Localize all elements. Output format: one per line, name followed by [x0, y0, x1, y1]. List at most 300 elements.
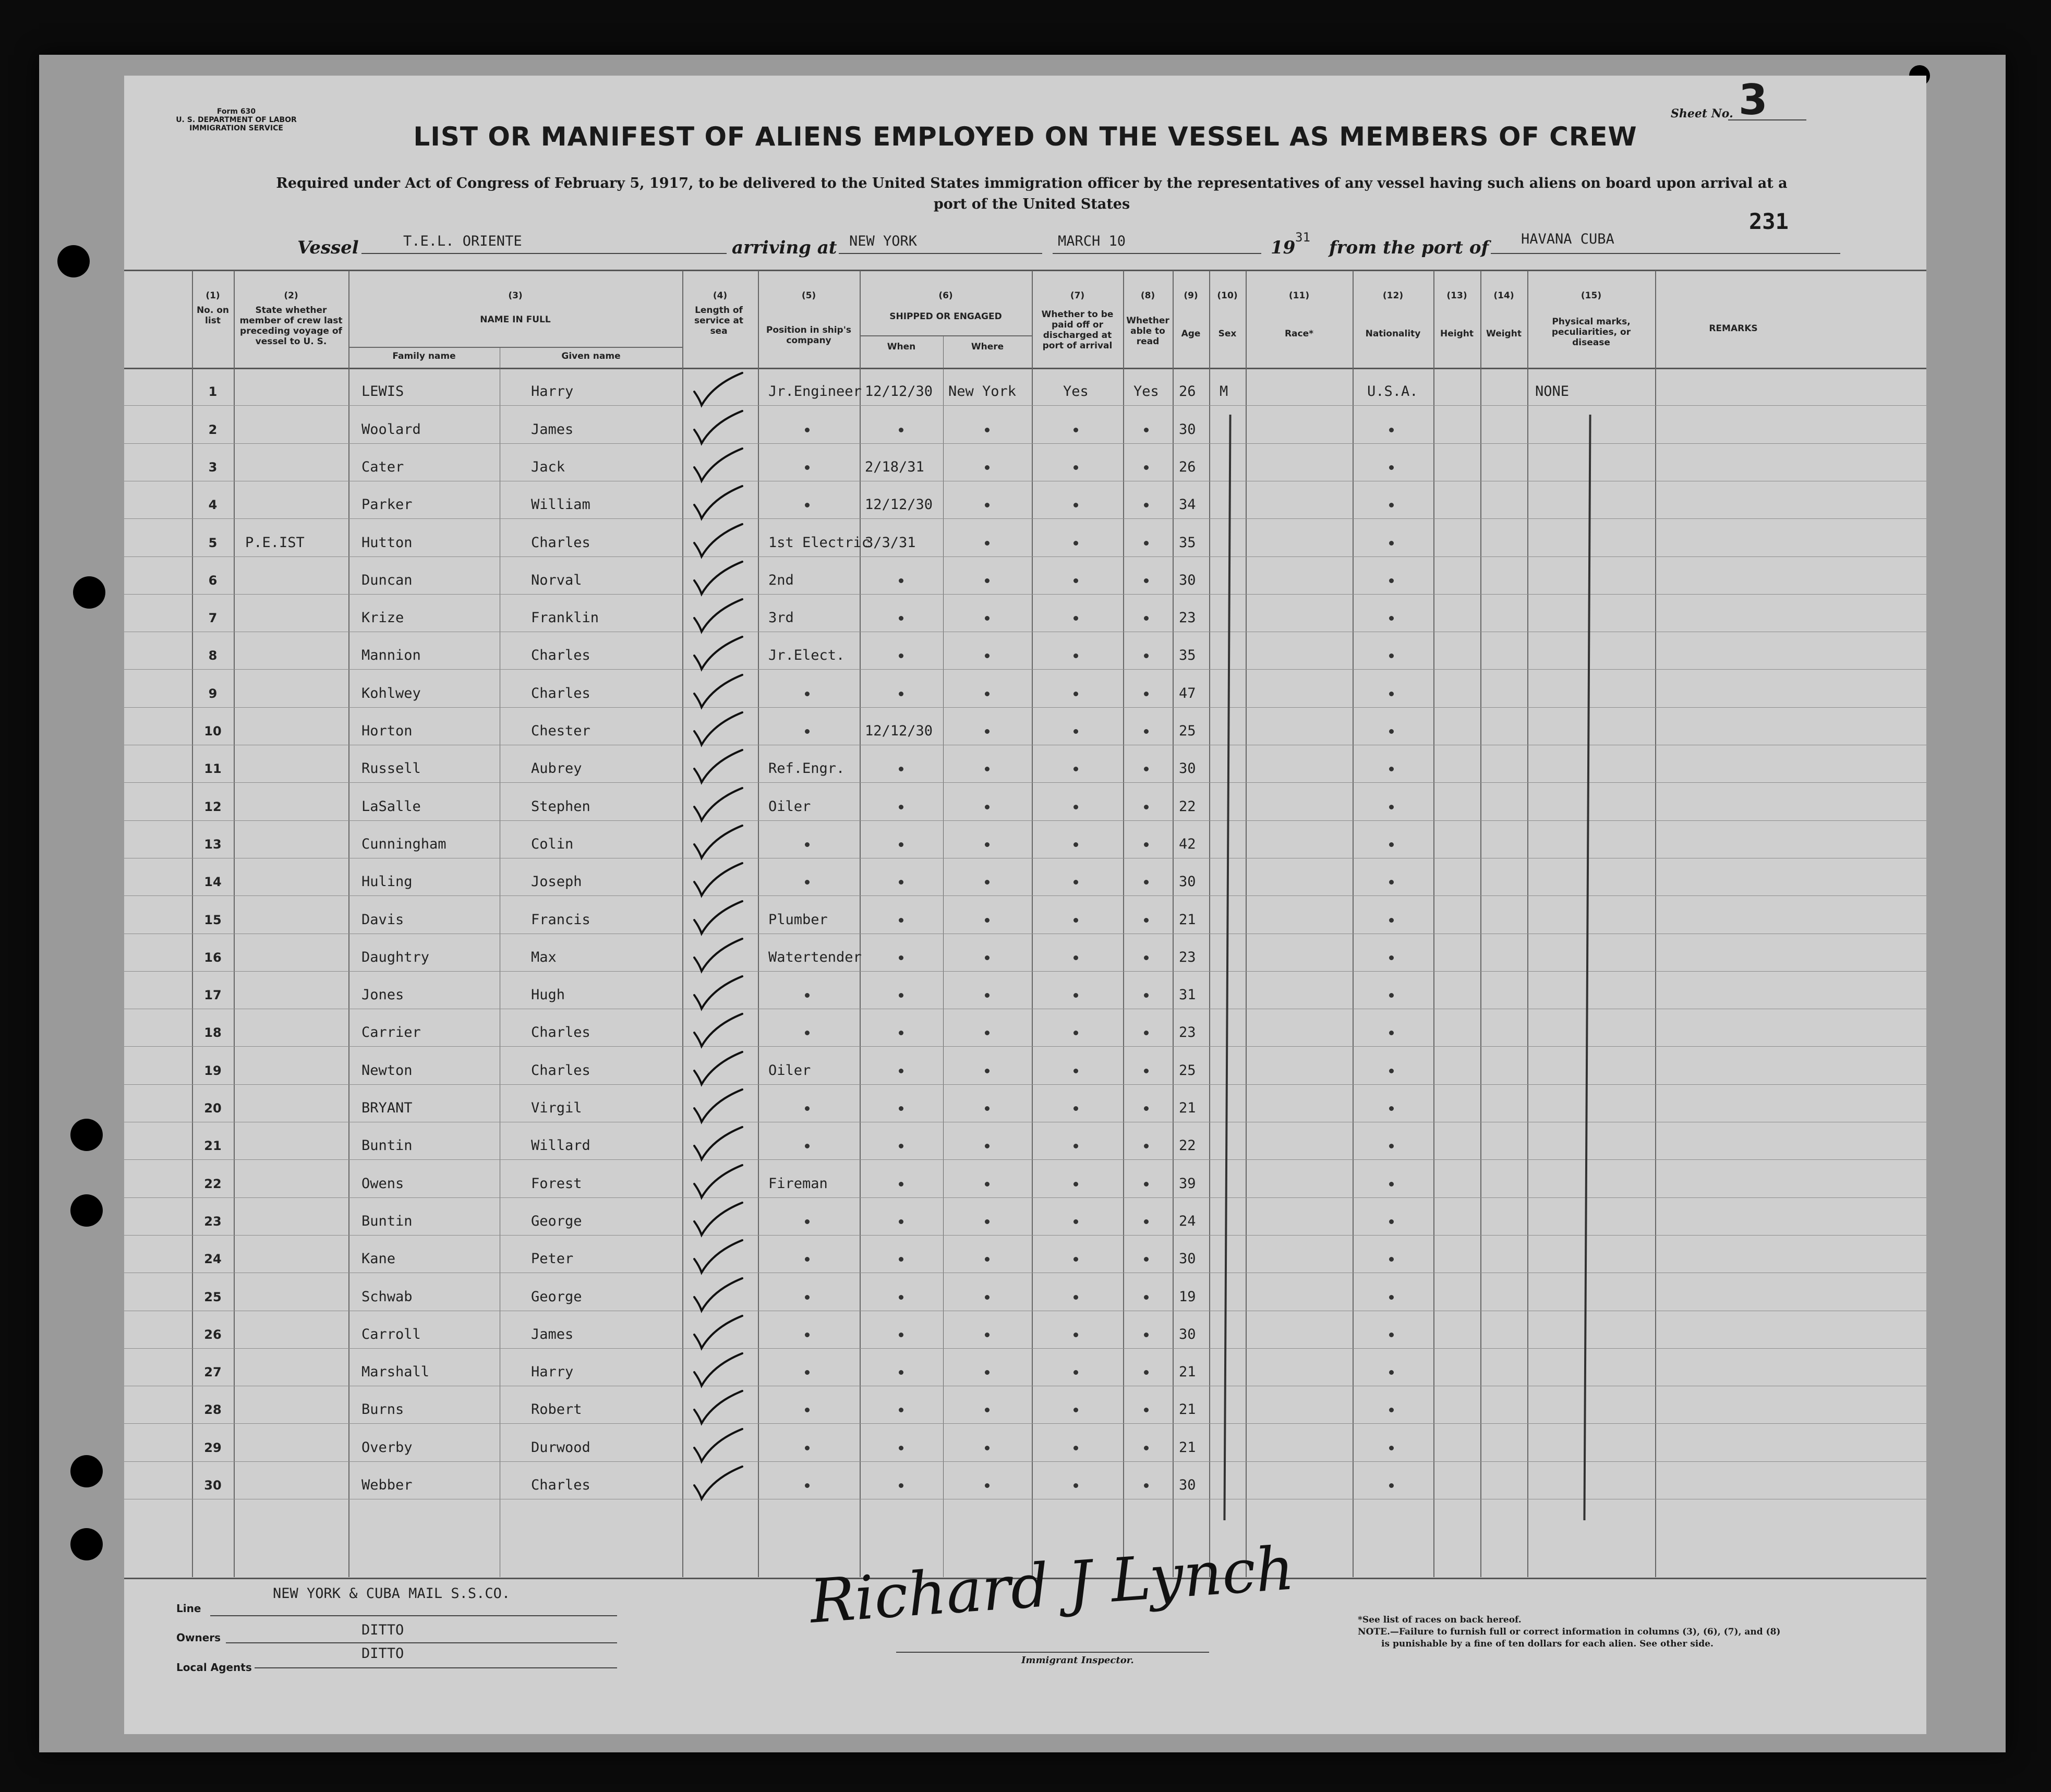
ditto-mark [1073, 578, 1078, 583]
row-age: 30 [1179, 1477, 1196, 1493]
row-given-name: Harry [531, 1364, 574, 1381]
ditto-mark [985, 1446, 990, 1450]
row-number: 21 [204, 1139, 222, 1154]
row-rule [124, 1348, 1926, 1349]
col-line [1123, 271, 1124, 1577]
row-given-name: George [531, 1288, 582, 1305]
row-given-name: Robert [531, 1401, 582, 1418]
row-family-name: Schwab [361, 1288, 413, 1305]
col6a-header: When [887, 342, 916, 352]
col15-header: Physical marks, peculiarities, or disease [1551, 317, 1631, 348]
inspector-label: Immigrant Inspector. [1021, 1655, 1134, 1666]
arriving-label: arriving at [732, 237, 837, 258]
ditto-mark [805, 842, 810, 847]
ditto-mark [985, 842, 990, 847]
row-position: 2nd [768, 572, 794, 588]
col11-header: Race* [1284, 329, 1314, 339]
row-family-name: LaSalle [361, 798, 421, 815]
ditto-mark [805, 1295, 810, 1300]
row-number: 11 [204, 761, 222, 777]
ditto-mark [899, 692, 903, 696]
row-given-name: James [531, 1326, 574, 1342]
row-age: 19 [1179, 1288, 1196, 1305]
row-family-name: Davis [361, 911, 404, 928]
row-age: 22 [1179, 1137, 1196, 1154]
ditto-mark [1389, 1106, 1394, 1111]
ditto-mark [1389, 692, 1394, 696]
row-given-name: Charles [531, 647, 590, 664]
ditto-mark [1073, 1219, 1078, 1224]
agents-underline [255, 1667, 617, 1668]
col6-sub-rule [860, 335, 1032, 336]
row-given-name: Max [531, 949, 557, 965]
col1-number: (1) [206, 290, 220, 301]
sheet-underline [1728, 119, 1806, 120]
row-rule [124, 1461, 1926, 1462]
row-age: 23 [1179, 1024, 1196, 1041]
row-given-name: Durwood [531, 1439, 590, 1456]
vessel-label: Vessel [297, 237, 359, 258]
row-family-name: Parker [361, 497, 413, 513]
col-line [943, 335, 944, 1577]
col4-header: Length of service at sea [694, 305, 744, 336]
service: IMMIGRATION SERVICE [189, 124, 283, 132]
ditto-mark [805, 428, 810, 432]
col1-header: No. on list [196, 305, 230, 326]
row-given-name: Virgil [531, 1100, 582, 1116]
ditto-mark [1144, 578, 1149, 583]
col4-number: (4) [713, 290, 728, 301]
row-shipped-when: 2/18/31 [865, 458, 924, 475]
col-line [860, 271, 861, 1577]
row-number: 30 [204, 1478, 222, 1493]
row-family-name: Jones [361, 987, 404, 1003]
row-rule [124, 895, 1926, 896]
row-given-name: Charles [531, 1477, 590, 1493]
row-position: Ref.Engr. [768, 760, 845, 777]
row-given-name: Charles [531, 1062, 590, 1079]
col13-header: Height [1440, 329, 1474, 339]
date-underline [1053, 253, 1261, 254]
ditto-mark [805, 1219, 810, 1224]
row-given-name: Charles [531, 685, 590, 701]
checkmark-icon [690, 1462, 747, 1504]
checkmark-icon [690, 1085, 747, 1127]
ditto-mark [1389, 428, 1394, 432]
row-able-to-read: Yes [1133, 383, 1159, 400]
row-family-name: Newton [361, 1062, 413, 1079]
owners-underline [226, 1642, 617, 1643]
checkmark-icon [690, 1123, 747, 1165]
line-label: Line [176, 1602, 201, 1615]
ditto-mark [1073, 1483, 1078, 1488]
ditto-mark [1073, 1446, 1078, 1450]
row-number: 1 [208, 384, 218, 399]
row-rule [124, 782, 1926, 783]
row-rule [124, 594, 1926, 595]
row-rule [124, 1235, 1926, 1236]
row-family-name: BRYANT [361, 1100, 413, 1116]
ditto-mark [1144, 1483, 1149, 1488]
ditto-mark [985, 541, 990, 546]
row-position: Watertender [768, 949, 862, 965]
row-paid-off: Yes [1063, 383, 1089, 400]
col14-number: (14) [1493, 290, 1514, 301]
ditto-mark [1144, 729, 1149, 734]
sheet-number: 3 [1739, 76, 1768, 124]
ditto-mark [1073, 1069, 1078, 1073]
checkmark-icon [690, 935, 747, 976]
row-rule [124, 1197, 1926, 1198]
col3-header: NAME IN FULL [480, 314, 551, 325]
row-age: 30 [1179, 1326, 1196, 1342]
row-family-name: Burns [361, 1401, 404, 1418]
row-number: 2 [208, 422, 218, 437]
row-given-name: Peter [531, 1251, 574, 1267]
checkmark-icon [690, 558, 747, 599]
ditto-mark [1144, 918, 1149, 923]
ditto-mark [1389, 1295, 1394, 1300]
arriving-port: NEW YORK [849, 233, 918, 249]
row-family-name: Kohlwey [361, 685, 421, 701]
row-given-name: William [531, 497, 590, 513]
col6-header: SHIPPED OR ENGAGED [889, 311, 1002, 322]
row-rule [124, 707, 1926, 708]
row-given-name: Chester [531, 723, 590, 739]
checkmark-icon [690, 1387, 747, 1428]
row-number: 22 [204, 1176, 222, 1191]
row-age: 34 [1179, 497, 1196, 513]
col3a-header: Family name [392, 351, 456, 361]
row-number: 4 [208, 498, 218, 513]
row-family-name: Russell [361, 760, 421, 777]
ditto-mark [899, 1106, 903, 1111]
row-position: Jr.Engineer [768, 383, 862, 400]
ditto-mark [1073, 955, 1078, 960]
footnote-fine: is punishable by a fine of ten dollars for each alien. See other side. [1381, 1639, 1714, 1649]
row-number: 24 [204, 1252, 222, 1267]
checkmark-icon [690, 1349, 747, 1391]
col-line [1032, 271, 1033, 1577]
footnote-note: NOTE.—Failure to furnish full or correct information in columns (3), (6), (7), and (8) [1358, 1627, 1781, 1637]
row-family-name: Huling [361, 874, 413, 890]
row-number: 10 [204, 724, 222, 738]
row-number: 9 [208, 686, 218, 701]
year-prefix: 19 [1271, 237, 1296, 258]
ditto-mark [1144, 1219, 1149, 1224]
col-line [1246, 271, 1247, 1577]
row-given-name: Forest [531, 1175, 582, 1192]
form-number: Form 630 [216, 107, 256, 116]
ditto-mark [1073, 428, 1078, 432]
manifest-sheet [124, 76, 1926, 1734]
ditto-mark [985, 428, 990, 432]
col6-number: (6) [938, 290, 953, 301]
row-shipped-when: 12/12/30 [865, 383, 933, 400]
row-physical-marks: NONE [1535, 383, 1570, 400]
row-number: 29 [204, 1440, 222, 1455]
ditto-mark [985, 918, 990, 923]
checkmark-icon [690, 708, 747, 750]
row-given-name: Joseph [531, 874, 582, 890]
ditto-mark [985, 805, 990, 809]
binder-hole [70, 1455, 103, 1487]
from-underline [1491, 253, 1840, 254]
ditto-mark [1073, 1333, 1078, 1337]
checkmark-icon [690, 784, 747, 826]
col16-header: REMARKS [1709, 323, 1758, 334]
checkmark-icon [690, 897, 747, 939]
owners-label: Owners [176, 1631, 221, 1644]
row-family-name: Marshall [361, 1364, 430, 1381]
ditto-mark [899, 1182, 903, 1186]
col7-number: (7) [1070, 290, 1085, 301]
ditto-mark [1389, 1182, 1394, 1186]
row-given-name: Stephen [531, 798, 590, 815]
row-rule [124, 971, 1926, 972]
arrival-date: MARCH 10 [1058, 233, 1126, 249]
ditto-mark [1389, 842, 1394, 847]
row-given-name: Aubrey [531, 760, 582, 777]
row-number: 14 [204, 875, 222, 890]
year-suffix: 31 [1295, 230, 1310, 245]
row-age: 30 [1179, 760, 1196, 777]
ditto-mark [805, 1106, 810, 1111]
row-family-name: Krize [361, 610, 404, 626]
ditto-mark [899, 918, 903, 923]
department: U. S. DEPARTMENT OF LABOR [176, 116, 297, 124]
row-age: 21 [1179, 1364, 1196, 1381]
col15-number: (15) [1581, 290, 1602, 301]
row-age: 30 [1179, 1251, 1196, 1267]
col-line [1353, 271, 1354, 1577]
requirement-line-2: port of the United States [933, 196, 1130, 212]
row-rule [124, 1159, 1926, 1160]
binder-hole [73, 576, 105, 609]
ditto-mark [1144, 1333, 1149, 1337]
row-given-name: Harry [531, 383, 574, 400]
checkmark-icon [690, 520, 747, 562]
checkmark-icon [690, 1010, 747, 1051]
col-line [1173, 271, 1174, 1577]
row-age: 39 [1179, 1175, 1196, 1192]
ditto-mark [1389, 578, 1394, 583]
checkmark-icon [690, 1312, 747, 1353]
col-line [758, 271, 759, 1577]
checkmark-icon [690, 1198, 747, 1240]
row-family-name: Woolard [361, 421, 421, 438]
ditto-mark [899, 842, 903, 847]
row-rule [124, 405, 1926, 406]
row-rule [124, 518, 1926, 519]
ditto-mark [1144, 955, 1149, 960]
ditto-mark [1389, 805, 1394, 809]
row-age: 26 [1179, 383, 1196, 400]
ditto-mark [1389, 955, 1394, 960]
ditto-mark [899, 578, 903, 583]
row-family-name: Kane [361, 1251, 396, 1267]
ditto-mark [985, 955, 990, 960]
row-given-name: Norval [531, 572, 582, 588]
ditto-mark [899, 1219, 903, 1224]
ditto-mark [1144, 1295, 1149, 1300]
col-line [1480, 271, 1481, 1577]
row-family-name: Overby [361, 1439, 413, 1456]
row-age: 30 [1179, 874, 1196, 890]
ditto-mark [985, 1219, 990, 1224]
ditto-mark [1073, 1106, 1078, 1111]
arriving-underline [839, 253, 1042, 254]
row-shipped-when: 12/12/30 [865, 497, 933, 513]
ditto-mark [1073, 918, 1078, 923]
row-rule [124, 669, 1926, 670]
row-number: 15 [204, 912, 222, 927]
ditto-mark [985, 729, 990, 734]
col5-number: (5) [801, 290, 816, 301]
ditto-mark [805, 1333, 810, 1337]
row-family-name: Cunningham [361, 836, 447, 852]
ditto-mark [985, 1182, 990, 1186]
row-age: 35 [1179, 534, 1196, 551]
ditto-mark [805, 729, 810, 734]
row-rule [124, 556, 1926, 557]
checkmark-icon [690, 633, 747, 674]
ditto-mark [1389, 1069, 1394, 1073]
row-family-name: Hutton [361, 534, 413, 551]
row-given-name: George [531, 1213, 582, 1229]
col-line [1209, 271, 1210, 1577]
col-line [234, 271, 235, 1577]
row-state: P.E.IST [245, 534, 305, 551]
row-position: Plumber [768, 911, 828, 928]
binder-hole [70, 1119, 103, 1151]
ditto-mark [1073, 1182, 1078, 1186]
col13-number: (13) [1446, 290, 1467, 301]
row-age: 47 [1179, 685, 1196, 701]
col9-number: (9) [1184, 290, 1198, 301]
row-age: 21 [1179, 1439, 1196, 1456]
ditto-mark [805, 1483, 810, 1488]
checkmark-icon [690, 595, 747, 637]
row-number: 23 [204, 1214, 222, 1229]
ditto-mark [985, 1295, 990, 1300]
row-rule [124, 1084, 1926, 1085]
row-given-name: Colin [531, 836, 574, 852]
checkmark-icon [690, 746, 747, 788]
ditto-mark [1389, 1333, 1394, 1337]
ditto-mark [1389, 541, 1394, 546]
ditto-mark [899, 1446, 903, 1450]
col6b-header: Where [971, 342, 1004, 352]
ditto-mark [985, 1333, 990, 1337]
ditto-mark [1073, 692, 1078, 696]
row-number: 16 [204, 950, 222, 965]
row-given-name: Jack [531, 458, 565, 475]
col-line [1655, 271, 1656, 1577]
row-age: 42 [1179, 836, 1196, 852]
ditto-mark [899, 1069, 903, 1073]
checkmark-icon [690, 369, 747, 410]
checkmark-icon [690, 407, 747, 449]
owners-value: DITTO [361, 1622, 404, 1638]
ditto-mark [985, 1106, 990, 1111]
ditto-mark [985, 578, 990, 583]
col14-header: Weight [1486, 329, 1522, 339]
page-title: LIST OR MANIFEST OF ALIENS EMPLOYED ON THE VESSEL AS MEMBERS OF CREW [413, 122, 1637, 152]
sheet-label: Sheet No. [1671, 107, 1733, 120]
checkmark-icon [690, 972, 747, 1014]
ditto-mark [1144, 842, 1149, 847]
row-number: 20 [204, 1101, 222, 1116]
row-given-name: Willard [531, 1137, 590, 1154]
ditto-mark [1389, 1483, 1394, 1488]
ditto-mark [1144, 1182, 1149, 1186]
row-given-name: Franklin [531, 610, 599, 626]
row-age: 31 [1179, 987, 1196, 1003]
row-number: 19 [204, 1063, 222, 1078]
col10-header: Sex [1218, 329, 1237, 339]
col-line [1433, 271, 1434, 1577]
row-age: 24 [1179, 1213, 1196, 1229]
ditto-mark [1144, 805, 1149, 809]
signature-underline [896, 1652, 1209, 1653]
row-age: 22 [1179, 798, 1196, 815]
row-shipped-where: New York [948, 383, 1017, 400]
row-age: 35 [1179, 647, 1196, 664]
row-family-name: Duncan [361, 572, 413, 588]
row-rule [124, 1046, 1926, 1047]
checkmark-icon [690, 444, 747, 486]
ditto-mark [1144, 465, 1149, 470]
row-family-name: Carroll [361, 1326, 421, 1342]
ditto-mark [1073, 1295, 1078, 1300]
row-position: 1st Electric [768, 534, 871, 551]
col3-sub-rule [348, 347, 682, 348]
row-shipped-when: 12/12/30 [865, 723, 933, 739]
row-age: 23 [1179, 610, 1196, 626]
footnote-races: *See list of races on back hereof. [1358, 1615, 1522, 1625]
row-number: 25 [204, 1289, 222, 1304]
row-number: 6 [208, 573, 218, 588]
col-line [348, 271, 349, 1577]
row-number: 8 [208, 648, 218, 663]
row-number: 17 [204, 988, 222, 1003]
row-nationality: U.S.A. [1367, 383, 1418, 400]
row-number: 13 [204, 837, 222, 852]
ditto-mark [1073, 541, 1078, 546]
ditto-mark [899, 1333, 903, 1337]
ditto-mark [985, 1069, 990, 1073]
line-value: NEW YORK & CUBA MAIL S.S.CO. [273, 1585, 511, 1602]
binder-hole [70, 1528, 103, 1560]
col-line [682, 271, 683, 1577]
row-number: 26 [204, 1327, 222, 1342]
row-number: 7 [208, 611, 218, 626]
row-given-name: James [531, 421, 574, 438]
col8-header: Whether able to read [1126, 316, 1169, 347]
ditto-mark [899, 805, 903, 809]
row-age: 25 [1179, 1062, 1196, 1079]
checkmark-icon [690, 671, 747, 712]
ditto-mark [805, 692, 810, 696]
ditto-mark [805, 1446, 810, 1450]
checkmark-icon [690, 1274, 747, 1316]
ditto-mark [1073, 465, 1078, 470]
row-age: 25 [1179, 723, 1196, 739]
checkmark-icon [690, 821, 747, 863]
col3b-header: Given name [561, 351, 621, 361]
col8-number: (8) [1140, 290, 1155, 301]
